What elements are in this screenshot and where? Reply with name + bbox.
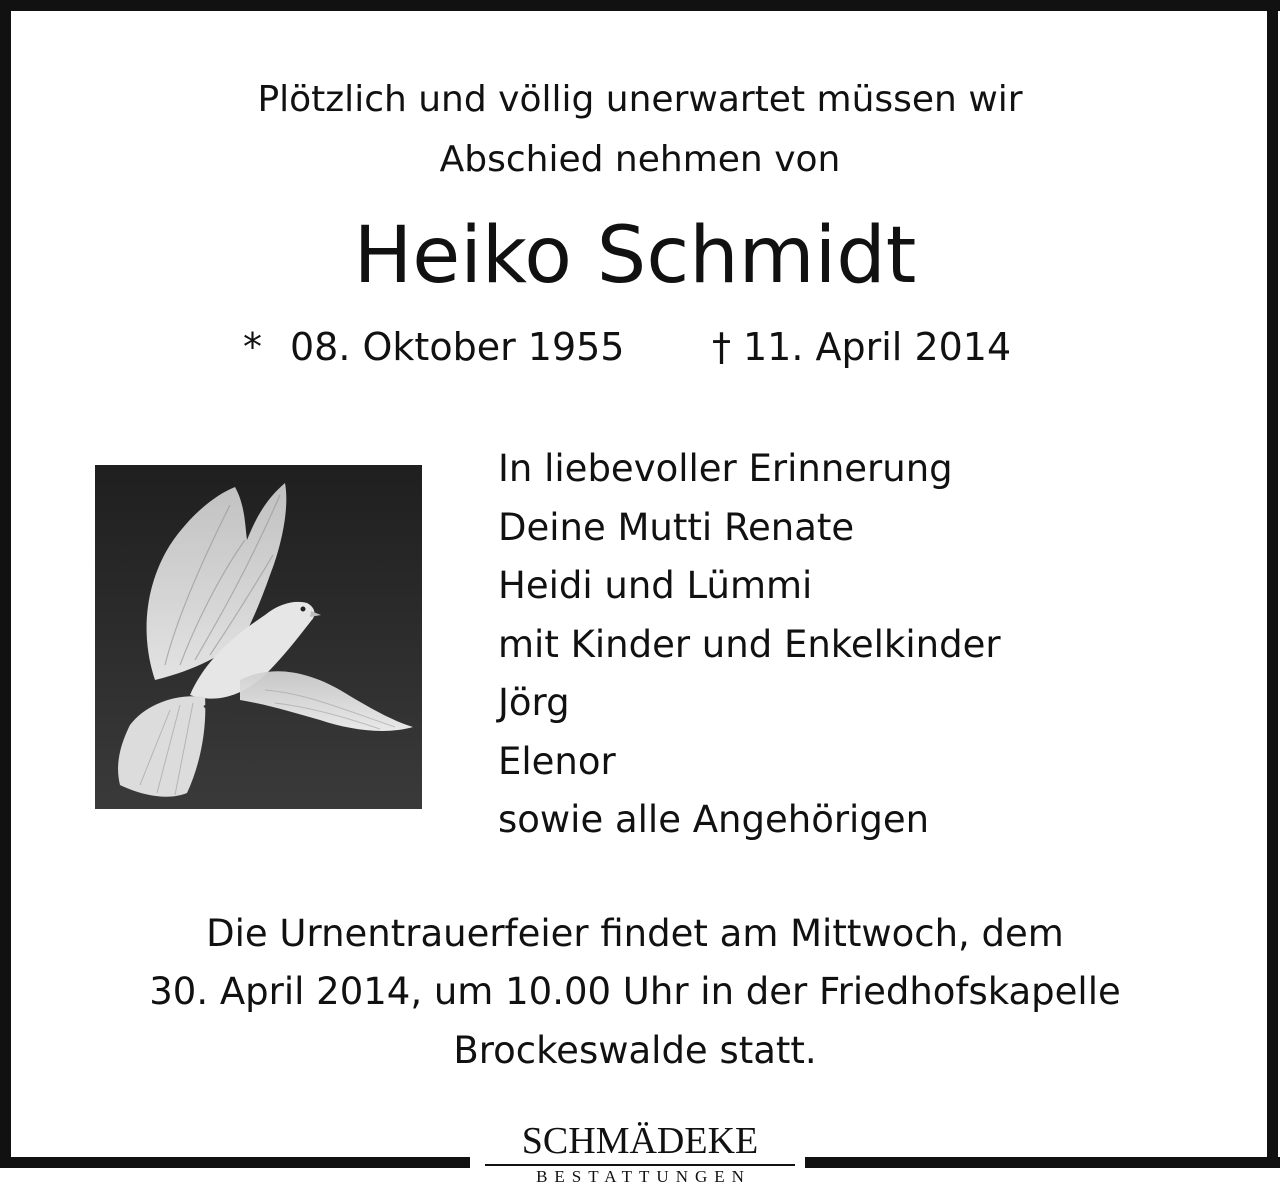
service-line-3: Brockeswalde statt. xyxy=(453,1029,817,1072)
list-item: Heidi und Lümmi xyxy=(498,564,813,607)
list-item: sowie alle Angehörigen xyxy=(498,798,930,841)
funeral-home-subtitle: BESTATTUNGEN xyxy=(536,1167,751,1186)
dove-photo xyxy=(95,465,422,809)
birth-date: 08. Oktober 1955 xyxy=(290,325,625,369)
frame-top-border xyxy=(0,0,1280,11)
funeral-home-name: SCHMÄDEKE xyxy=(521,1120,759,1162)
deceased-name: Heiko Schmidt xyxy=(353,211,917,301)
list-item: Jörg xyxy=(498,681,570,724)
death-date: 11. April 2014 xyxy=(743,325,1012,369)
frame-bottom-border-right xyxy=(805,1157,1280,1168)
list-item: Elenor xyxy=(498,739,616,783)
death-cross-symbol: † xyxy=(712,325,731,369)
service-line-1: Die Urnentrauerfeier findet am Mittwoch, dem xyxy=(206,912,1064,955)
list-item: Deine Mutti Renate xyxy=(498,505,855,549)
service-line-2: 30. April 2014, um 10.00 Uhr in der Friedhofskapelle xyxy=(149,970,1121,1013)
list-item: mit Kinder und Enkelkinder xyxy=(498,622,1001,666)
mourners-list xyxy=(498,440,1001,850)
list-item: In liebevoller Erinnerung xyxy=(498,447,953,490)
intro-line-1: Plötzlich und völlig unerwartet müssen wir xyxy=(257,79,1023,120)
birth-symbol: * xyxy=(243,325,262,369)
frame-bottom-border-left xyxy=(0,1157,470,1168)
funeral-home-logo xyxy=(485,1118,795,1188)
intro-line-2: Abschied nehmen von xyxy=(439,139,841,180)
